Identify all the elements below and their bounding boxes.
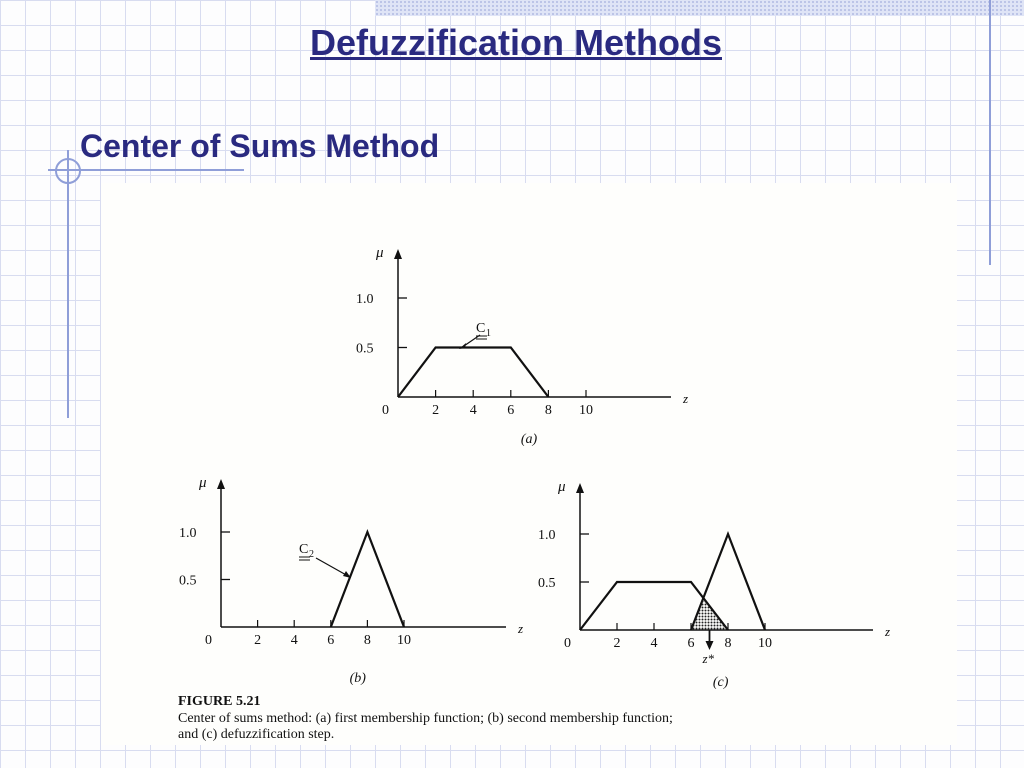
y-axis-label: μ [558, 479, 566, 495]
x-tick-label: 8 [363, 633, 371, 648]
accent-ring-icon [55, 158, 81, 184]
y-tick-label: 0.5 [179, 573, 197, 589]
figure-caption-line2: and (c) defuzzification step. [178, 727, 335, 742]
x-tick-label: 8 [544, 403, 552, 418]
z-star-label: z* [702, 651, 715, 666]
slide-subtitle: Center of Sums Method [80, 128, 440, 164]
figure-panel [101, 183, 957, 745]
svg-text:1: 1 [486, 328, 491, 339]
top-decorative-band [375, 0, 1024, 16]
y-tick-label: 1.0 [538, 528, 556, 543]
figure-svg [101, 183, 957, 745]
y-tick-label: 0.5 [356, 341, 374, 357]
panel-label: (b) [349, 671, 366, 686]
figure-caption-line1: Center of sums method: (a) first membership function; (b) second membership function; [178, 711, 673, 726]
x-tick-label: 2 [254, 633, 262, 648]
figure-label: FIGURE 5.21 [178, 694, 261, 709]
series-line [398, 348, 548, 398]
x-tick-label: 2 [432, 403, 440, 418]
y-tick-label: 1.0 [179, 526, 197, 541]
x-tick-label: 0 [382, 403, 389, 418]
x-tick-label: 2 [613, 636, 621, 651]
slide-title: Defuzzification Methods [310, 22, 722, 63]
x-tick-label: 6 [327, 633, 335, 648]
chart-c [538, 479, 890, 690]
series-line [331, 532, 404, 627]
chart-b [179, 475, 523, 686]
y-axis-label: μ [376, 245, 384, 261]
y-axis-arrow-icon [217, 479, 225, 489]
x-tick-label: 4 [290, 633, 298, 648]
curve-label-c2 [299, 542, 351, 578]
x-tick-label: 10 [758, 636, 772, 651]
y-axis-arrow-icon [576, 483, 584, 493]
x-tick-label: 10 [579, 403, 593, 418]
x-tick-label: 4 [469, 403, 477, 418]
y-tick-label: 1.0 [356, 292, 374, 307]
svg-text:C: C [299, 542, 309, 557]
x-axis-label: z [518, 621, 524, 636]
panel-label: (a) [520, 432, 538, 447]
svg-text:C: C [476, 321, 486, 336]
x-tick-label: 0 [564, 636, 571, 651]
chart-a [356, 245, 688, 447]
curve-label-c1 [459, 321, 491, 349]
y-tick-label: 0.5 [538, 576, 556, 591]
left-accent-rule-vertical [67, 150, 69, 418]
panel-label: (c) [712, 675, 729, 690]
x-tick-label: 6 [507, 403, 515, 418]
z-star-arrow-icon [706, 641, 714, 650]
x-axis-label: z [683, 391, 689, 406]
y-axis-arrow-icon [394, 249, 402, 259]
y-axis-label: μ [199, 475, 207, 491]
x-tick-label: 6 [687, 636, 695, 651]
x-tick-label: 8 [724, 636, 732, 651]
svg-text:2: 2 [309, 549, 314, 560]
x-tick-label: 4 [650, 636, 658, 651]
x-tick-label: 0 [205, 633, 212, 648]
x-axis-label: z [885, 624, 891, 639]
x-tick-label: 10 [397, 633, 411, 648]
